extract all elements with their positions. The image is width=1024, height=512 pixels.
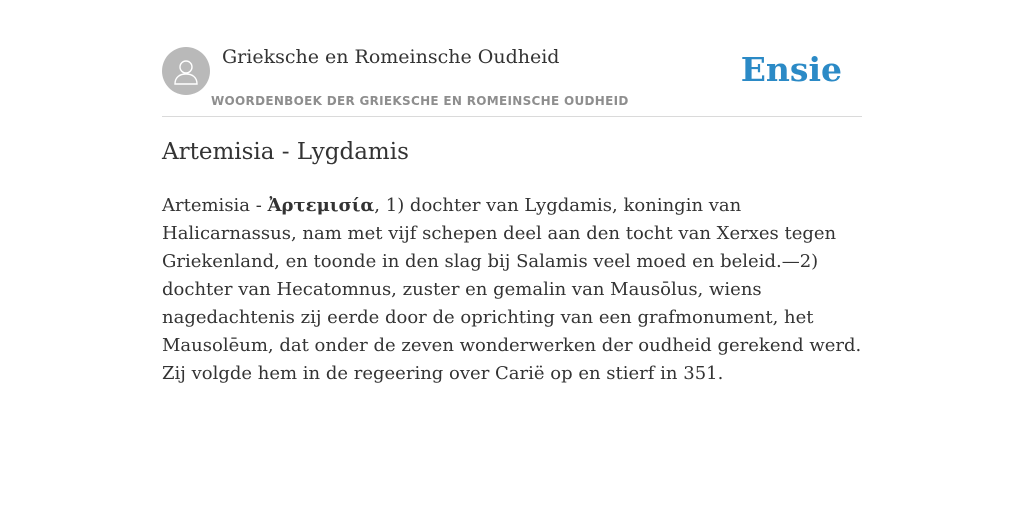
header	[162, 40, 862, 117]
site-subtitle: WOORDENBOEK DER GRIEKSCHE EN ROMEINSCHE OUDHEID	[211, 94, 629, 108]
brand-logo-link[interactable]: Ensie	[740, 50, 842, 89]
site-name[interactable]: Grieksche en Romeinsche Oudheid	[222, 46, 560, 68]
greek-term: Ἀρτεμισία	[267, 195, 375, 216]
avatar[interactable]	[162, 47, 210, 95]
article-text: , 1) dochter van Lygdamis, koningin van Halicarnassus, nam met vijf schepen deel aan den tocht van Xerxes tegen Griekenland, en toonde in den slag bij Salamis veel moed en beleid.—2) dochter van Hecatomnus, zuster en gemalin van Mausōlus, wiens nagedachtenis zij eerde door de oprichting van een grafmonument, het Mausolēum, dat onder de zeven wonderwerken der oudheid gerekend werd. Zij volgde hem in de regeering over Carië op en stierf in 351.	[162, 195, 862, 384]
user-icon	[173, 57, 199, 85]
term-separator: -	[250, 195, 268, 216]
article-title: Artemisia - Lygdamis	[162, 139, 409, 165]
article-term: Artemisia	[162, 195, 251, 216]
article-body	[162, 192, 862, 388]
